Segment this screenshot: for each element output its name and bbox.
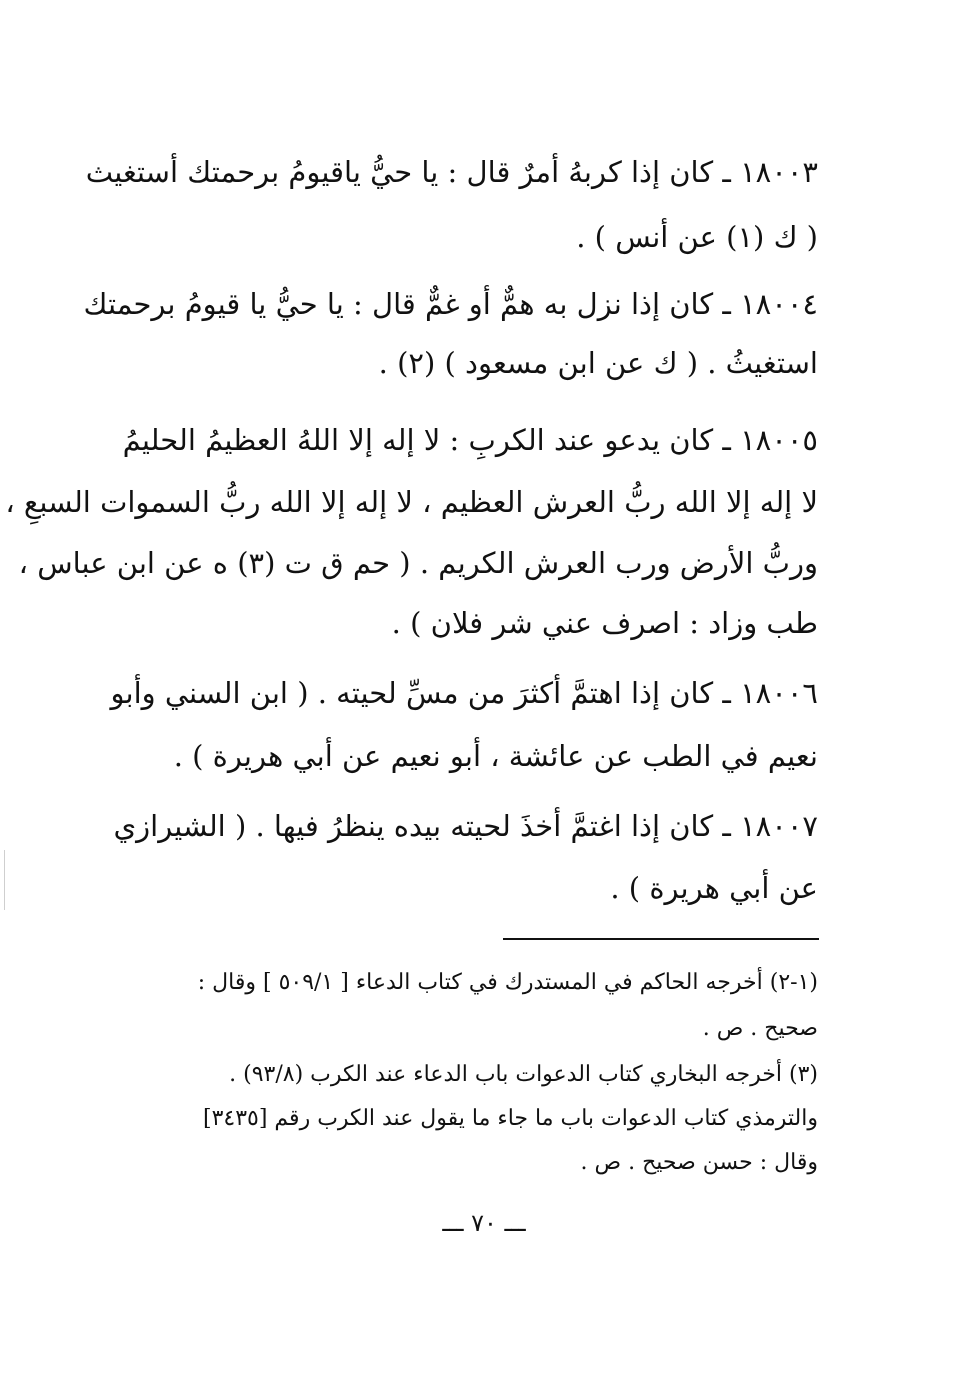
hadith-18005-line-3: وربُّ الأرض ورب العرش الكريم . ( حم ق ت (٣) ه عن ابن عباس ، <box>18 546 818 580</box>
hadith-18007-line-2: عن أبي هريرة ) . <box>610 871 818 905</box>
footnote-3-line-1: (٣) أخرجه البخاري كتاب الدعوات باب الدعاء عند الكرب (٩٣/٨) . <box>229 1062 818 1087</box>
scan-edge-mark <box>4 850 5 910</box>
hadith-18006-line-1: ١٨٠٠٦ ـ كان إذا اهتمَّ أكثرَ من مسِّ لحيته . ( ابن السني وأبو <box>110 676 818 710</box>
page-number: ـــ ٧٠ ـــ <box>442 1209 526 1237</box>
hadith-18005-line-4: طب وزاد : اصرف عني شر فلان ) . <box>391 606 818 640</box>
hadith-18004-line-2: استغيثُ . ( ك عن ابن مسعود ) (٢) . <box>378 346 818 380</box>
hadith-18004-line-1: ١٨٠٠٤ ـ كان إذا نزل به همٌّ أو غمٌّ قال : يا حيُّ يا قيومُ برحمتك <box>83 287 818 321</box>
footnote-1-2-line-2: صحيح . ص . <box>702 1016 818 1041</box>
hadith-18005-line-1: ١٨٠٠٥ ـ كان يدعو عند الكربِ : لا إله إلا اللهُ العظيمُ الحليمُ <box>122 423 818 457</box>
hadith-18005-line-2: لا إله إلا الله ربُّ العرش العظيم ، لا إله إلا الله ربُّ السموات السبعِ ، <box>5 485 818 519</box>
footnote-1-2-line-1: (١-٢) أخرجه الحاكم في المستدرك في كتاب الدعاء [ ٥٠٩/١ ] وقال : <box>197 970 818 995</box>
hadith-18003-line-2: ( ك (١) عن أنس ) . <box>576 220 818 254</box>
hadith-18006-line-2: نعيم في الطب عن عائشة ، أبو نعيم عن أبي هريرة ) . <box>173 739 818 773</box>
footnote-separator <box>503 938 819 940</box>
footnote-3-line-2: والترمذي كتاب الدعوات باب ما جاء ما يقول عند الكرب رقم [٣٤٣٥] <box>202 1106 818 1131</box>
hadith-18007-line-1: ١٨٠٠٧ ـ كان إذا اغتمَّ أخذَ لحيته بيده ينظرُ فيها . ( الشيرازي <box>113 809 818 843</box>
footnote-3-line-3: وقال : حسن صحيح . ص . <box>580 1150 818 1175</box>
hadith-18003-line-1: ١٨٠٠٣ ـ كان إذا كربهُ أمرٌ قال : يا حيُّ ياقيومُ برحمتك أستغيث <box>85 155 818 189</box>
